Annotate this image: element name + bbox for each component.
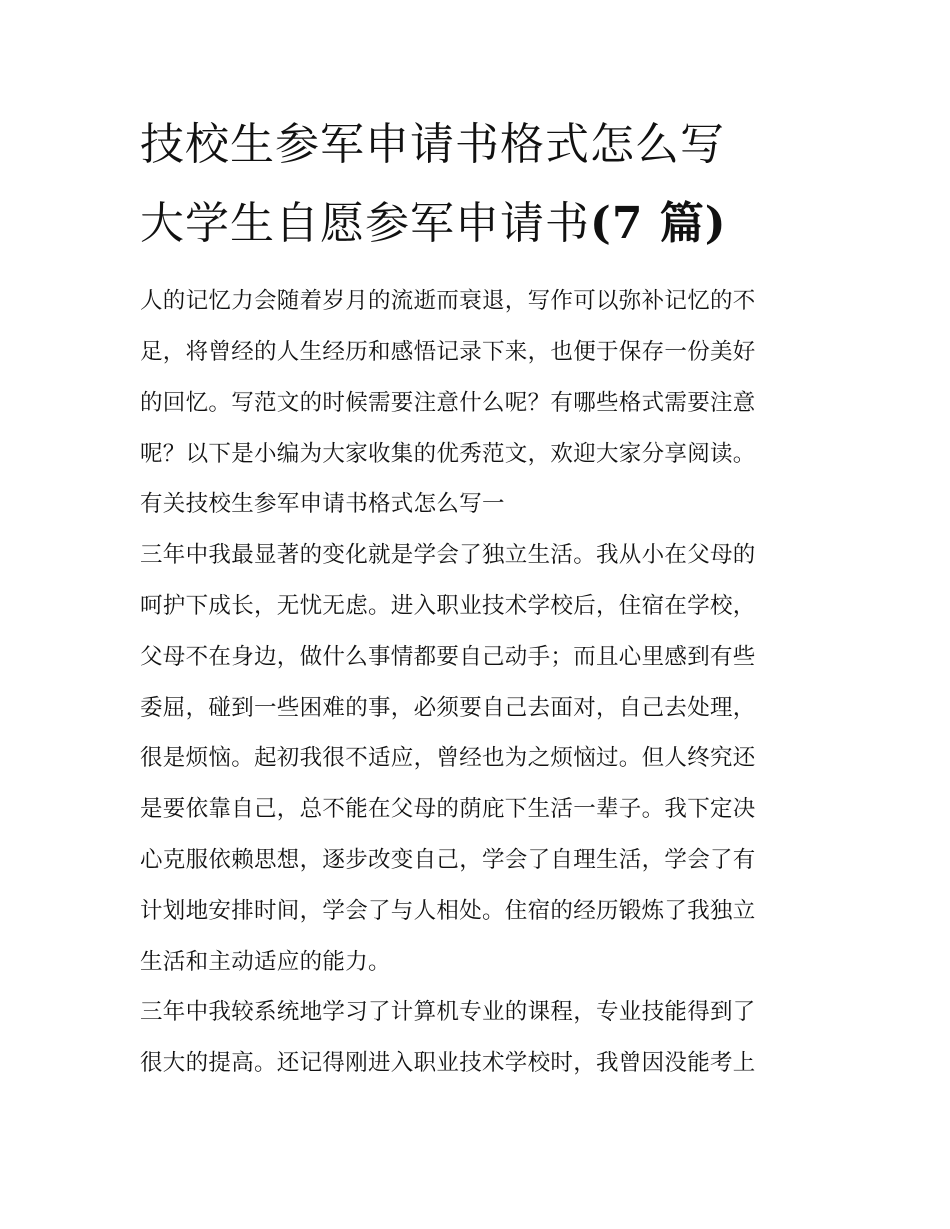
paragraph-line: 很大的提高。还记得刚进入职业技术学校时，我曾因没能考上 xyxy=(140,1050,756,1076)
intro-line: 足，将曾经的人生经历和感悟记录下来，也便于保存一份美好 xyxy=(140,339,756,365)
paragraph-line: 三年中我较系统地学习了计算机专业的课程，专业技能得到了 xyxy=(140,999,756,1025)
paragraph-line: 心克服依赖思想，逐步改变自己，学会了自理生活，学会了有 xyxy=(140,847,756,873)
section-heading: 有关技校生参军申请书格式怎么写一 xyxy=(140,491,505,517)
title-count: (7 篇) xyxy=(590,198,727,249)
paragraph-line: 计划地安排时间，学会了与人相处。住宿的经历锻炼了我独立 xyxy=(140,898,756,924)
paragraph-line: 父母不在身边，做什么事情都要自己动手；而且心里感到有些 xyxy=(140,644,756,670)
intro-line: 的回忆。写范文的时候需要注意什么呢？有哪些格式需要注意 xyxy=(140,390,756,416)
title-line-2 xyxy=(140,199,812,249)
title-line-2-text: 大学生自愿参军申请书 xyxy=(140,198,590,249)
title-line-1: 技校生参军申请书格式怎么写 xyxy=(140,119,725,170)
paragraph-line: 生活和主动适应的能力。 xyxy=(140,949,391,975)
paragraph-line: 呵护下成长，无忧无虑。进入职业技术学校后，住宿在学校， xyxy=(140,593,756,619)
intro-line: 呢？以下是小编为大家收集的优秀范文，欢迎大家分享阅读。 xyxy=(140,441,756,467)
paragraph-line: 是要依靠自己，总不能在父母的荫庇下生活一辈子。我下定决 xyxy=(140,796,756,822)
paragraph-line: 三年中我最显著的变化就是学会了独立生活。我从小在父母的 xyxy=(140,542,756,568)
paragraph-line: 委屈，碰到一些困难的事，必须要自己去面对，自己去处理， xyxy=(140,695,756,721)
intro-line: 人的记忆力会随着岁月的流逝而衰退，写作可以弥补记忆的不 xyxy=(140,288,756,314)
paragraph-line: 很是烦恼。起初我很不适应，曾经也为之烦恼过。但人终究还 xyxy=(140,745,756,771)
